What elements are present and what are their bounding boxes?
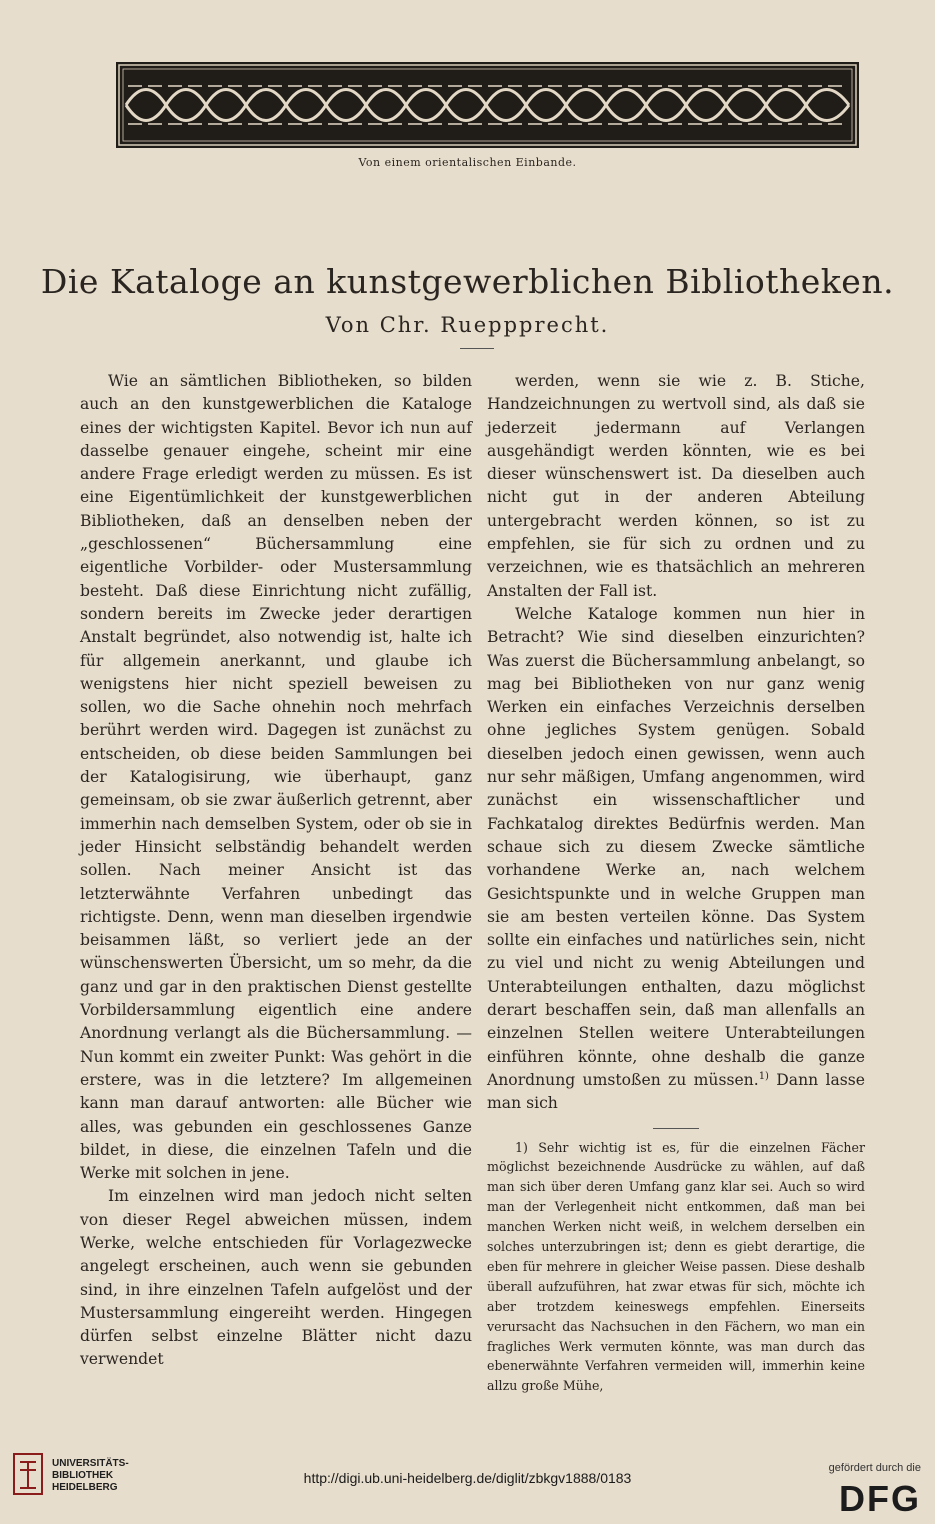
title-divider <box>460 348 494 349</box>
right-column <box>487 370 865 1396</box>
funding-note: gefördert durch die <box>828 1462 921 1474</box>
ornamental-band <box>116 62 859 148</box>
body-paragraph-text: Welche Kataloge kommen nun hier in Betracht? Wie sind dieselben einzurichten? Was zuerst die Büchersammlung anbelangt, so mag bei Bibliotheken von nur ganz wenig Werken ein einfaches Verzeichnis derselben ohne jegliches System genügen. Sobald dieselben jedoch einen gewissen, wenn auch nur sehr mäßigen, Umfang angenommen, wird zunächst ein wissenschaftlicher und Fachkatalog direktes Bedürfnis werden. Man schaue sich zu diesem Zwecke sämtliche vorhandene Werke an, nach welchem Gesichtspunkte und in welche Gruppen man sie am besten verteilen könne. Das System sollte ein einfaches und natürliches sein, nicht zu viel und nicht zu wenig Abteilungen und Unterabteilungen enthalten, dazu möglichst derart beschaffen sein, daß man allenfalls an einzelnen Stellen weitere Unterabteilungen einführen könnte, ohne deshalb die ganze Anordnung umstoßen zu müssen. <box>487 604 865 1089</box>
article-author: Von Chr. Rueppprecht. <box>325 313 610 337</box>
library-name-line: HEIDELBERG <box>52 1482 118 1493</box>
footnote-marker: 1) <box>758 1070 769 1082</box>
footnote-divider <box>653 1128 699 1129</box>
library-name-line: BIBLIOTHEK <box>52 1470 114 1481</box>
library-name-line: UNIVERSITÄTS- <box>52 1458 129 1469</box>
left-column <box>80 370 472 1372</box>
footer <box>0 1432 935 1524</box>
body-paragraph <box>487 603 865 1116</box>
article-title: Die Kataloge an kunstgewerblichen Bibliotheken. <box>40 262 895 301</box>
body-paragraph-tail: Dann lasse man sich <box>487 1070 865 1113</box>
banner-caption: Von einem orientalischen Einbande. <box>358 156 577 169</box>
footnote: 1) Sehr wichtig ist es, für die einzelnen Fächer möglichst bezeichnende Ausdrücke zu wählen, auf daß man sich über deren Umfang ganz klar sei. Auch so wird man der Verlegenheit nicht entkommen, daß man bei manchen Werken nicht weiß, in welchem derselben ein solches unterzubringen ist; denn es giebt derartige, die eben für mehrere in gleicher Weise passen. Diese deshalb überall aufzuführen, hat zwar etwas für sich, möchte ich aber trotzdem keineswegs empfehlen. Einerseits verursacht das Nachsuchen in den Fächern, wo man ein fragliches Werk vermuten könnte, was man durch das ebenerwähnte Verfahren vermeiden will, immerhin keine allzu große Mühe, <box>487 1139 865 1394</box>
body-paragraph: Wie an sämtlichen Bibliotheken, so bilden auch an den kunstgewerblichen die Kataloge eines der wichtigsten Kapitel. Bevor ich nun auf dasselbe genauer eingehe, scheint mir eine andere Frage erledigt werden zu müssen. Es ist eine Eigentümlichkeit der kunstgewerblichen Bibliotheken, daß an denselben neben der „geschlossenen“ Büchersammlung eine eigentliche Vorbilder- oder Mustersammlung besteht. Daß diese Einrichtung nicht zufällig, sondern bereits im Zwecke jeder derartigen Anstalt begründet, also notwendig ist, halte ich für allgemein anerkannt, und glaube ich wenigstens hier nicht speziell beweisen zu sollen, wo die Sache ohnehin noch mehrfach berührt werden wird. Dagegen ist zunächst zu entscheiden, ob diese beiden Sammlungen bei der Katalogisirung, wie überhaupt, ganz gemeinsam, ob sie zwar äußerlich getrennt, aber immerhin nach demselben System, oder ob sie in jeder Hinsicht selbständig behandelt werden sollen. Nach meiner Ansicht ist das letzterwähnte Verfahren unbedingt das richtigste. Denn, wenn man dieselben irgendwie beisammen läßt, so verliert jede an der wünschenswerten Übersicht, um so mehr, da die ganz und gar in den praktischen Dienst gestellte Vorbildersammlung eigentlich eine andere Anordnung verlangt als die Büchersammlung. — Nun kommt ein zweiter Punkt: Was gehört in die erstere, was in die letztere? Im allgemeinen kann man darauf antworten: alle Bücher wie alles, was gebunden ein geschlossenes Ganze bildet, in diese, die einzelnen Tafeln und die Werke mit solchen in jene. <box>80 372 472 1183</box>
body-paragraph: werden, wenn sie wie z. B. Stiche, Handzeichnungen zu wertvoll sind, als daß sie jederzeit jedermann auf Verlangen ausgehändigt werden könnten, wie es bei dieser wünschenswert ist. Da dieselben auch nicht gut in der anderen Abteilung untergebracht werden können, so ist zu empfehlen, sie für sich zu ordnen und zu verzeichnen, wie es thatsächlich an mehreren Anstalten der Fall ist. <box>487 372 865 600</box>
permalink[interactable]: http://digi.ub.uni-heidelberg.de/diglit/zbkgv1888/0183 <box>303 1470 632 1486</box>
body-paragraph: Im einzelnen wird man jedoch nicht selten von dieser Regel abweichen müssen, indem Werke, welche entschieden für Vorlagezwecke angelegt erscheinen, auch wenn sie gebunden sind, in ihre einzelnen Tafeln aufgelöst und der Mustersammlung eingereiht werden. Hingegen dürfen selbst einzelne Blätter nicht dazu verwendet <box>80 1187 472 1369</box>
dfg-logo: DFG <box>839 1478 921 1519</box>
